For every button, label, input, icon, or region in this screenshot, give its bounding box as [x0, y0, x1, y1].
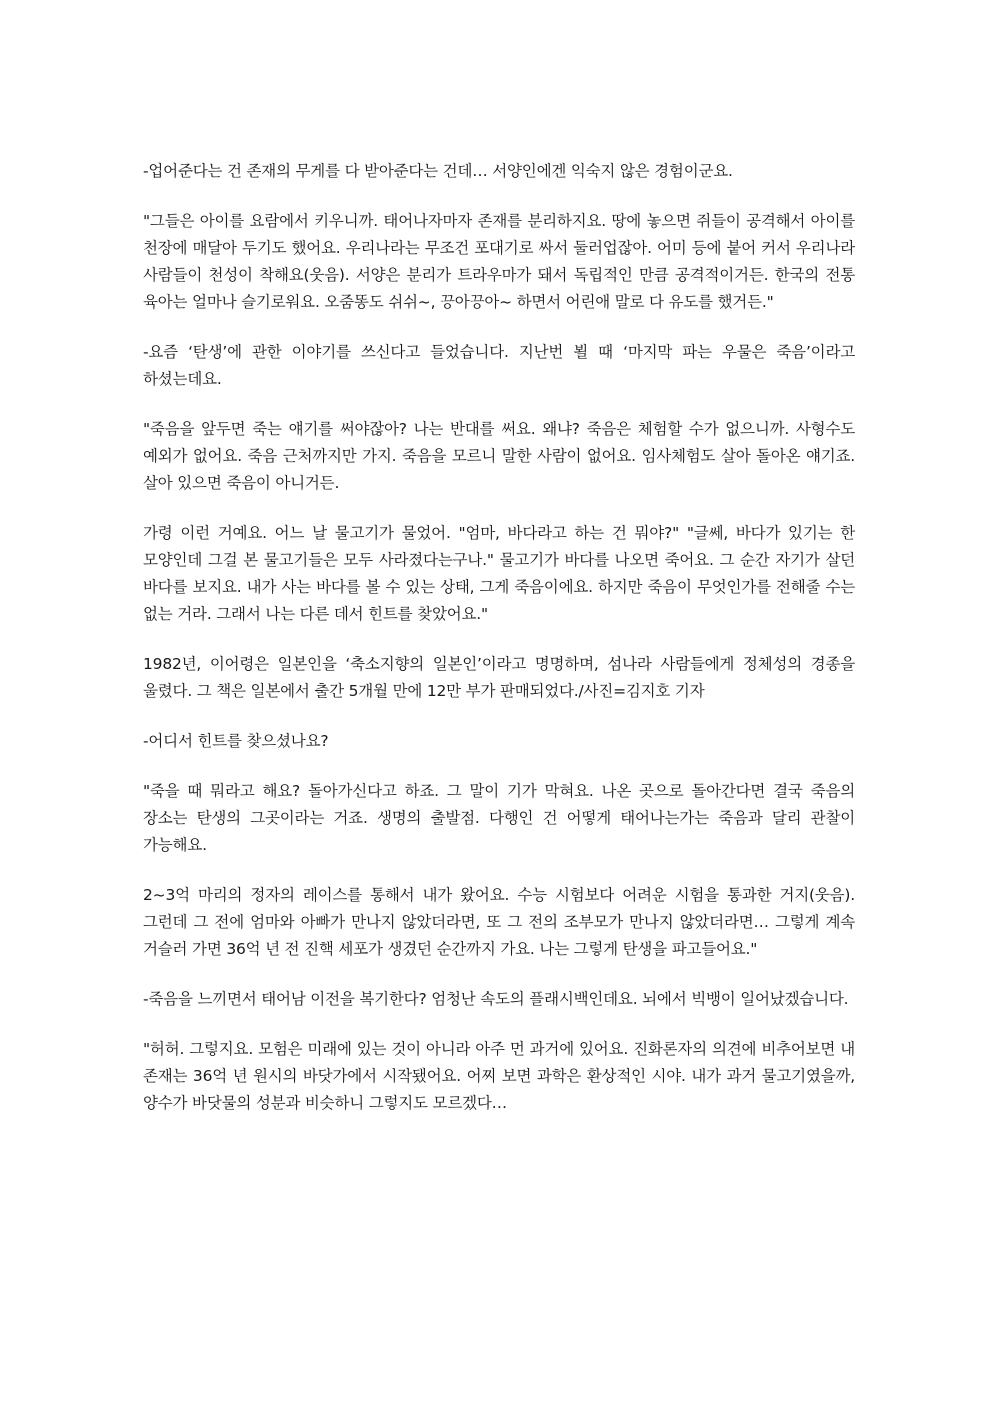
paragraph-answer-return: "죽을 때 뭐라고 해요? 돌아가신다고 하죠. 그 말이 기가 막혀요. 나온 곳으로 돌아간다면 결국 죽음의 장소는 탄생의 그곳이라는 거죠. 생명의 출발점. 다행인 건 어떻게 태어나는가는 죽음과 달리 관찰이 가능해요. — [143, 782, 855, 854]
paragraph-question-flashback: -죽음을 느끼면서 태어남 이전을 복기한다? 엄청난 속도의 플래시백인데요. 뇌에서 빅뱅이 일어났겠습니다. — [143, 990, 849, 1008]
paragraph-photo-caption: 1982년, 이어령은 일본인을 ‘축소지향의 일본인’이라고 명명하며, 섬나라 사람들에게 정체성의 경종을 울렸다. 그 책은 일본에서 출간 5개월 만에 12만 부가 판매되었다./사진=김지호 기자 — [143, 655, 855, 700]
paragraph-question-hint: -어디서 힌트를 찾으셨나요? — [143, 732, 329, 750]
paragraph-answer-race: 2~3억 마리의 정자의 레이스를 통해서 내가 왔어요. 수능 시험보다 어려운 시험을 통과한 거지(웃음). 그런데 그 전에 엄마와 아빠가 만나지 않았더라면, 또 그 전의 조부모가 만나지 않았더라면… 그렇게 계속 거슬러 가면 36억 년 전 진핵 세포가 생겼던 순간까지 가요. 나는 그렇게 탄생을 파고들어요." — [143, 886, 855, 958]
document-page — [143, 158, 855, 1140]
paragraph-answer-fish-sea: 가령 이런 거예요. 어느 날 물고기가 물었어. "엄마, 바다라고 하는 건 뭐야?" "글쎄, 바다가 있기는 한 모양인데 그걸 본 물고기들은 모두 사라졌다는구나." 물고기가 바다를 나오면 죽어요. 그 순간 자기가 살던 바다를 보지요. 내가 사는 바다를 볼 수 있는 상태, 그게 죽음이에요. 하지만 죽음이 무엇인가를 전해줄 수는 없는 거라. 그래서 나는 다른 데서 힌트를 찾았어요." — [143, 524, 855, 623]
paragraph-answer-death-experience: "죽음을 앞두면 죽는 얘기를 써야잖아? 나는 반대를 써요. 왜냐? 죽음은 체험할 수가 없으니까. 사형수도 예외가 없어요. 죽음 근처까지만 가지. 죽음을 모르니 말한 사람이 없어요. 임사체험도 살아 돌아온 얘기죠. 살아 있으면 죽음이 아니거든. — [143, 420, 855, 492]
paragraph-question-birth-story: -요즘 ‘탄생’에 관한 이야기를 쓰신다고 들었습니다. 지난번 뵐 때 ‘마지막 파는 우물은 죽음’이라고 하셨는데요. — [143, 343, 855, 388]
paragraph-answer-adventure: "허허. 그렇지요. 모험은 미래에 있는 것이 아니라 아주 먼 과거에 있어요. 진화론자의 의견에 비추어보면 내 존재는 36억 년 원시의 바닷가에서 시작됐어요. 어찌 보면 과학은 환상적인 시야. 내가 과거 물고기였을까, 양수가 바닷물의 성분과 비슷하니 그렇지도 모르겠다… — [143, 1040, 855, 1112]
paragraph-answer-cradle: "그들은 아이를 요람에서 키우니까. 태어나자마자 존재를 분리하지요. 땅에 놓으면 쥐들이 공격해서 아이를 천장에 매달아 두기도 했어요. 우리나라는 무조건 포대기로 싸서 둘러업잖아. 어미 등에 붙어 커서 우리나라 사람들이 천성이 착해요(웃음). 서양은 분리가 트라우마가 돼서 독립적인 만큼 공격적이거든. 한국의 전통 육아는 얼마나 슬기로워요. 오줌똥도 쉬쉬~, 끙아끙아~ 하면서 어린애 말로 다 유도를 했거든." — [143, 212, 855, 311]
paragraph-question-piggyback: -업어준다는 건 존재의 무게를 다 받아준다는 건데… 서양인에겐 익숙지 않은 경험이군요. — [143, 162, 733, 180]
